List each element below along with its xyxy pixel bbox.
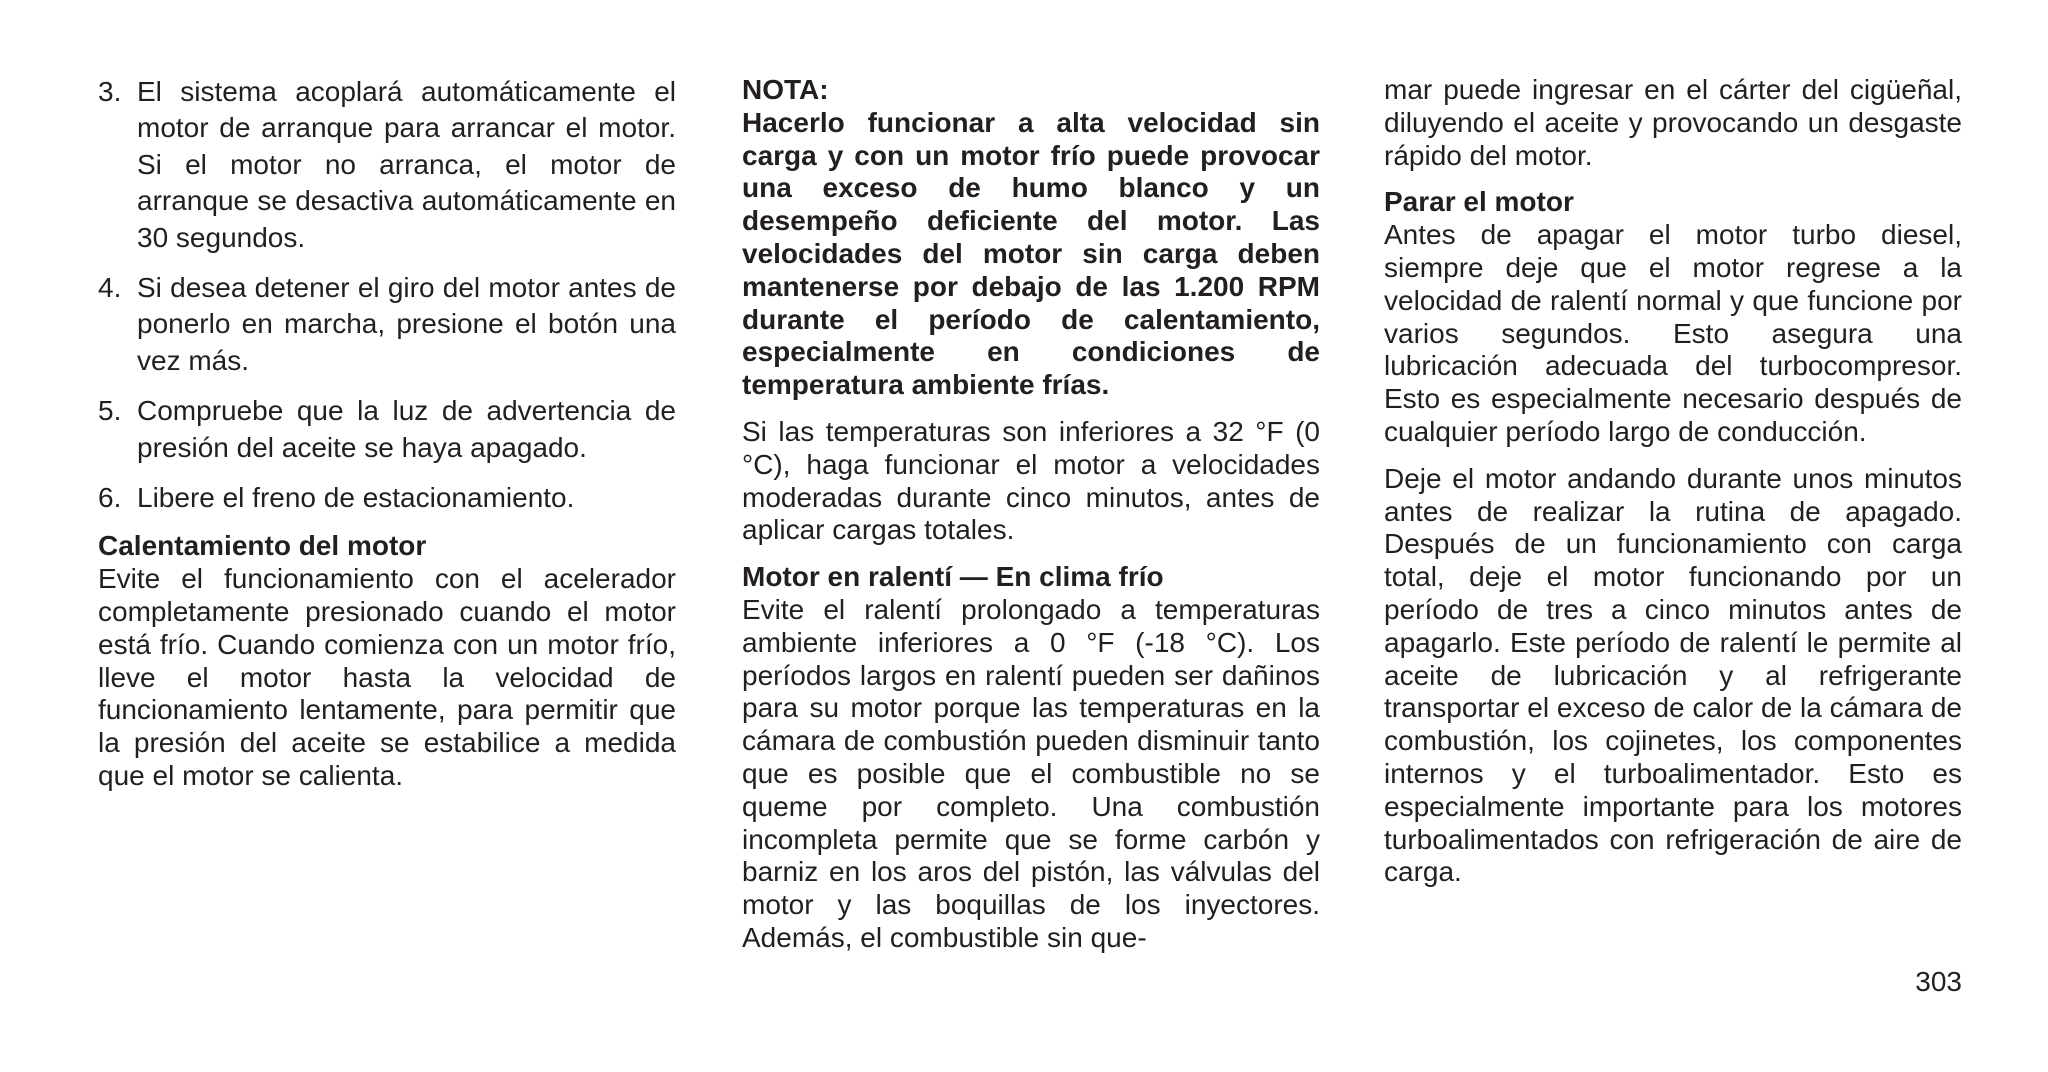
step-number: 4. bbox=[98, 272, 122, 304]
list-item bbox=[98, 270, 676, 379]
starting-steps-list bbox=[98, 74, 676, 516]
note-label: NOTA: bbox=[742, 74, 829, 105]
column-middle bbox=[742, 74, 1320, 969]
step-text: Si desea detener el giro del motor antes de ponerlo en marcha, presione el botón una vez más. bbox=[137, 272, 676, 376]
step-number: 3. bbox=[98, 76, 122, 107]
paragraph: Si las temperaturas son inferiores a 32 °F (0 °C), haga funcionar el motor a velocidades moderadas durante cinco minutos, antes de aplicar cargas totales. bbox=[742, 415, 1320, 546]
paragraph: Evite el funcionamiento con el acelerador completamente presionado cuando el motor está frío. Cuando comienza con un motor frío, lleve el motor hasta la velocidad de funcionamiento lentamente, para permitir que la presión del aceite se estabilice a medida que el motor se calienta. bbox=[98, 563, 676, 792]
section-heading: Parar el motor bbox=[1384, 186, 1574, 218]
idle-section bbox=[742, 561, 1320, 955]
paragraph: Deje el motor andando durante unos minutos antes de realizar la rutina de apagado. Después de un funcionamiento con carga total, deje el motor funcionando por un período de tres a cinco minutos antes de apagarlo. Este período de ralentí le permite al aceite de lubricación y al refrigerante transportar el exceso de calor de la cámara de combustión, los cojinetes, los componentes internos y el turboalimentador. Esto es especialmente importante para los motores turboalimentados con refrigeración de aire de carga. bbox=[1384, 462, 1962, 888]
list-item bbox=[98, 74, 676, 256]
step-text: Compruebe que la luz de advertencia de presión del aceite se haya apagado. bbox=[137, 395, 676, 463]
paragraph: mar puede ingresar en el cárter del cigüeñal, diluyendo el aceite y provocando un desgaste rápido del motor. bbox=[1384, 74, 1962, 171]
step-number: 6. bbox=[98, 482, 122, 514]
step-text: El sistema acoplará automáticamente el motor de arranque para arrancar el motor. Si el motor no arranca, el motor de arranque se desactiva automáticamente en 30 segundos. bbox=[137, 76, 676, 253]
warmup-section bbox=[98, 530, 676, 792]
step-number: 5. bbox=[98, 395, 122, 427]
page-number: 303 bbox=[1915, 966, 1962, 997]
note-text: Hacerlo funcionar a alta velocidad sin carga y con un motor frío puede provocar una exceso de humo blanco y un desempeño deficiente del motor. Las velocidades del motor sin carga deben mantenerse por debajo de las 1.200 RPM durante el período de calentamiento, especialmente en condiciones de temperatura ambiente frías. bbox=[742, 106, 1320, 401]
paragraph: Antes de apagar el motor turbo diesel, siempre deje que el motor regrese a la velocidad de ralentí normal y que funcione por varios segundos. Esto asegura una lubricación adecuada del turbocompresor. Esto es especialmente necesario después de cualquier período largo de conducción. bbox=[1384, 219, 1962, 447]
list-item bbox=[98, 393, 676, 466]
column-right bbox=[1384, 74, 1962, 903]
section-heading: Calentamiento del motor bbox=[98, 530, 427, 562]
list-item bbox=[98, 480, 676, 516]
column-left bbox=[98, 74, 676, 807]
section-heading: Motor en ralentí — En clima frío bbox=[742, 561, 1164, 593]
paragraph: Evite el ralentí prolongado a temperaturas ambiente inferiores a 0 °F (-18 °C). Los períodos largos en ralentí pueden ser dañinos para su motor porque las temperaturas en la cámara de combustión pueden disminuir tanto que es posible que el combustible no se queme por completo. Una combustión incompleta permite que se forme carbón y barniz en los aros del pistón, las válvulas del motor y las boquillas de los inyectores. Además, el combustible sin que- bbox=[742, 593, 1320, 953]
stop-section bbox=[1384, 186, 1962, 448]
step-text: Libere el freno de estacionamiento. bbox=[137, 482, 575, 514]
